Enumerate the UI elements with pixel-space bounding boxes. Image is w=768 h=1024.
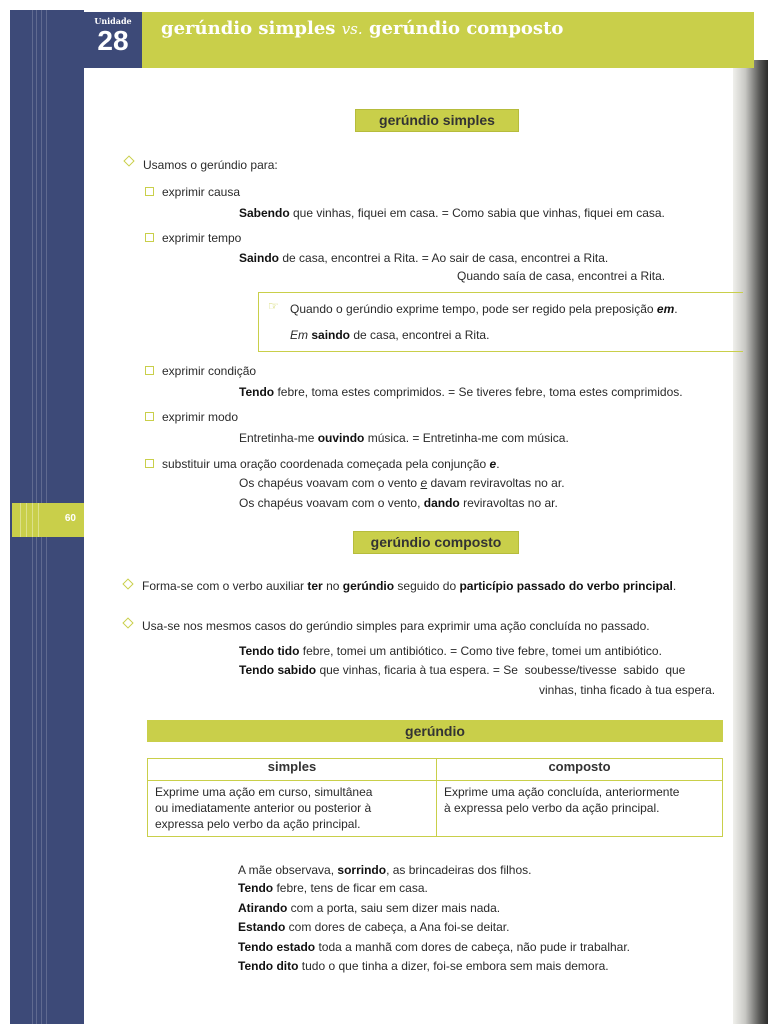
composto-example-2: Tendo sabido que vinhas, ficaria à tua espera. = Se soubesse/tivesse sabido que (239, 663, 686, 677)
unit-header (84, 12, 754, 68)
pointing-hand-icon: ☞ (268, 299, 279, 313)
unit-badge (84, 12, 142, 68)
composto-example-1: Tendo tido febre, tomei um antibiótico. = Como tive febre, tomei um antibiótico. (239, 644, 662, 658)
page-title: gerúndio simples vs. gerúndio composto (161, 18, 564, 39)
table-row (148, 781, 723, 837)
composto-example-2-cont: vinhas, tinha ficado à tua espera. (539, 683, 716, 697)
cell-simples: Exprime uma ação em curso, simultânea ou imediatamente anterior ou posterior à expressa pelo verbo da ação principal. (148, 781, 437, 837)
section-heading-simples: gerúndio simples (355, 109, 519, 132)
note-line-1: Quando o gerúndio exprime tempo, pode ser regido pela preposição em. (290, 302, 678, 316)
note-line-2: Em saindo de casa, encontrei a Rita. (290, 328, 490, 342)
substituir-label: substituir uma oração coordenada começada pela conjunção e. (162, 457, 500, 471)
modo-example: Entretinha-me ouvindo música. = Entretinha-me com música. (239, 431, 569, 445)
section-heading-composto: gerúndio composto (353, 531, 519, 554)
column-header-composto: composto (437, 759, 723, 781)
causa-example: Sabendo que vinhas, fiquei em casa. = Como sabia que vinhas, fiquei em casa. (239, 206, 665, 220)
example-line-3: Atirando com a porta, saiu sem dizer mais nada. (238, 901, 501, 915)
square-bullet-icon (145, 187, 154, 196)
tempo-example-2: Quando saía de casa, encontrei a Rita. (457, 269, 666, 283)
example-line-2: Tendo febre, tens de ficar em casa. (238, 881, 428, 895)
summary-heading: gerúndio (147, 720, 723, 742)
page-edge-shadow (733, 60, 768, 1024)
unit-number: 28 (97, 25, 129, 56)
simples-intro: Usamos o gerúndio para: (143, 158, 278, 172)
column-header-simples: simples (148, 759, 437, 781)
substituir-example-1: Os chapéus voavam com o vento e davam reviravoltas no ar. (239, 476, 565, 490)
substituir-example-2: Os chapéus voavam com o vento, dando reviravoltas no ar. (239, 496, 558, 510)
diamond-bullet-icon (122, 617, 133, 628)
page-number: 60 (64, 513, 76, 524)
example-line-1: A mãe observava, sorrindo, as brincadeiras dos filhos. (238, 863, 532, 877)
example-line-5: Tendo estado toda a manhã com dores de cabeça, não pude ir trabalhar. (238, 940, 630, 954)
square-bullet-icon (145, 459, 154, 468)
condicao-example: Tendo febre, toma estes comprimidos. = Se tiveres febre, toma estes comprimidos. (239, 385, 683, 399)
diamond-bullet-icon (123, 155, 134, 166)
page-number-tab (12, 503, 84, 537)
diamond-bullet-icon (122, 578, 133, 589)
summary-table (147, 758, 723, 837)
condicao-label: exprimir condição (162, 364, 257, 378)
causa-label: exprimir causa (162, 185, 241, 199)
unit-label: Unidade (94, 16, 132, 26)
tempo-label: exprimir tempo (162, 231, 242, 245)
square-bullet-icon (145, 233, 154, 242)
composto-rule-2: Usa-se nos mesmos casos do gerúndio simples para exprimir uma ação concluída no passado. (142, 619, 650, 633)
modo-label: exprimir modo (162, 410, 239, 424)
example-line-4: Estando com dores de cabeça, a Ana foi-se deitar. (238, 920, 510, 934)
composto-rule-1: Forma-se com o verbo auxiliar ter no gerúndio seguido do particípio passado do verbo principal. (142, 579, 677, 593)
tempo-example: Saindo de casa, encontrei a Rita. = Ao sair de casa, encontrei a Rita. (239, 251, 609, 265)
square-bullet-icon (145, 412, 154, 421)
example-line-6: Tendo dito tudo o que tinha a dizer, foi-se embora sem mais demora. (238, 959, 609, 973)
square-bullet-icon (145, 366, 154, 375)
cell-composto: Exprime uma ação concluída, anteriormente à expressa pelo verbo da ação principal. (437, 781, 723, 837)
